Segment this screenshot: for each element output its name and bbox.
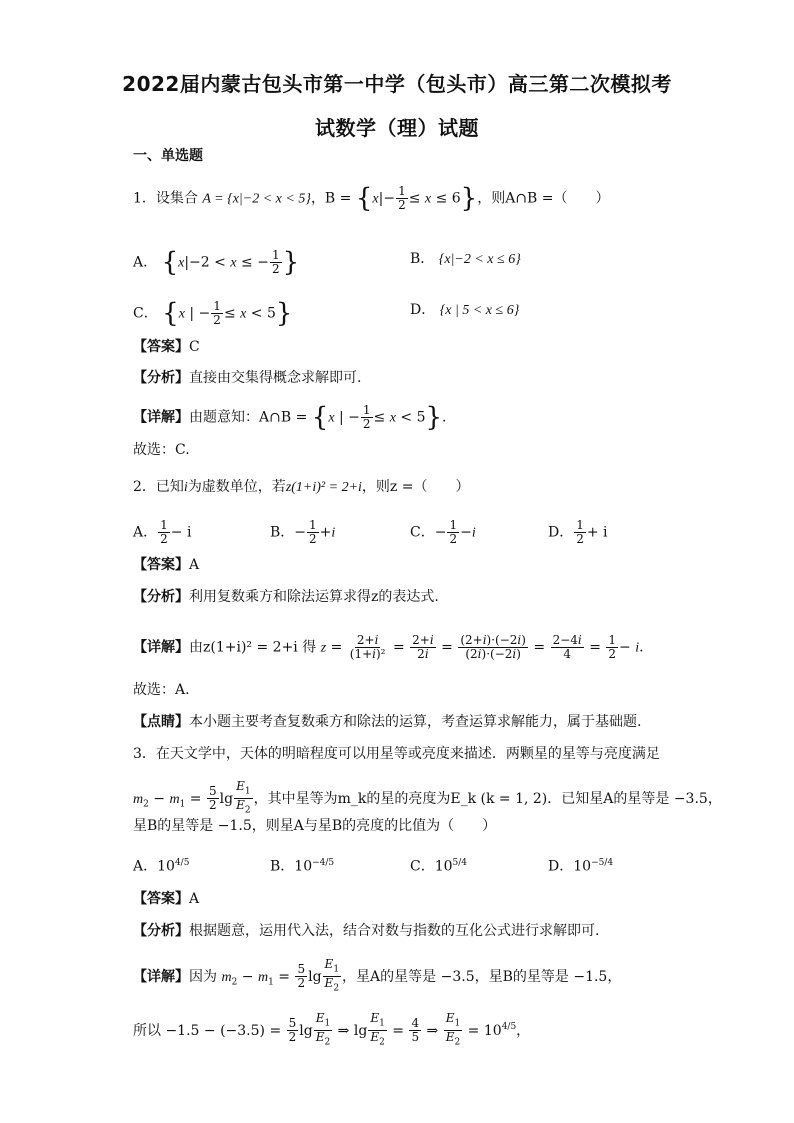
q3-option-d: D．$10^{-5/4}$ bbox=[548, 858, 614, 875]
q2-option-d: D． $\frac{1}{2}$ + i bbox=[548, 518, 608, 546]
q2-stem-i: i bbox=[183, 480, 188, 495]
q3-answer-tag: 【答案】 bbox=[133, 891, 189, 907]
q1-option-c: C． {x | − $\frac{1}{2}$ ≤ x < 5} bbox=[133, 298, 293, 329]
q3-stem-line3: 星B的星等是 −1.5，则星A与星B的亮度的比值为（ ） bbox=[133, 818, 497, 834]
doc-title-line2: 试数学（理）试题 bbox=[315, 116, 479, 140]
q2-analysis bbox=[133, 587, 439, 607]
q1-answer bbox=[133, 337, 200, 357]
q1-option-b-label: B． bbox=[410, 251, 435, 267]
q3-detail: 【详解】因为 $m_2 - m_1$ = $\frac{5}{2}$ lg $\frac{E_1}{E_2}$ ，星A的星等是 −3.5，星B的星等是 −1.5， bbox=[133, 957, 622, 994]
q1-detail: 【详解】由题意知：A∩B = {x | − $\frac{1}{2}$ ≤ x < 5}. bbox=[133, 402, 447, 433]
q1-answer-tag: 【答案】 bbox=[133, 339, 189, 355]
q3-option-a: A．$10^{4/5}$ bbox=[133, 858, 190, 875]
q2-option-d-label: D． bbox=[548, 524, 574, 541]
q3-last-prefix: 所以 −1.5 − (−3.5) = bbox=[133, 1022, 282, 1039]
q1-detail-prefix: 由题意知：A∩B = bbox=[189, 409, 308, 426]
q1-analysis-text: 直接由交集得概念求解即可. bbox=[189, 370, 362, 386]
q2-stem-mid: 为虚数单位，若 bbox=[187, 479, 286, 495]
q2-detail: 【详解】由z(1+i)² = 2+i 得 z = $\frac{2+i}{\text{(1+i)²}}$ = $\frac{2+i}{2i}$ = $\frac{(2+i)\cdot(-2i)}{(2i)\cdot(-2i)}$ = $\frac{2-4i}{4}$ = $\frac{1}{2}$ − i. bbox=[133, 633, 644, 661]
q2-stem-eq: z(1+i)² = 2+i bbox=[285, 480, 362, 495]
q3-option-a-label: A． bbox=[133, 858, 158, 875]
q3-stem-line2: $m_2 - m_1$ = $\frac{5}{2}$ lg $\frac{E_1}{E_2}$ ，其中星等为m_k的星的亮度为E_k (k = 1, 2)．已知星A的星等是 −3.5， bbox=[133, 779, 722, 816]
q2-detail-tag: 【详解】 bbox=[133, 639, 189, 656]
doc-title-line1: 2022届内蒙古包头市第一中学（包头市）高三第二次模拟考 bbox=[122, 72, 672, 96]
q2-option-b-label: B． bbox=[270, 524, 295, 541]
q2-stem bbox=[133, 477, 469, 498]
q1-option-b-text: {x|−2 < x ≤ 6} bbox=[438, 252, 521, 267]
q3-analysis-text: 根据题意，运用代入法，结合对数与指数的互化公式进行求解即可. bbox=[189, 923, 600, 939]
q3-detail-tag: 【详解】 bbox=[133, 968, 189, 985]
q1-option-d bbox=[410, 300, 519, 321]
q1-option-a: A． {x|−2 < x ≤ − $\frac{1}{2}$ } bbox=[133, 247, 300, 278]
q2-option-c-label: C． bbox=[410, 524, 435, 541]
section-heading: 一、单选题 bbox=[133, 148, 203, 164]
q2-remark bbox=[133, 712, 641, 732]
q1-option-d-label: D． bbox=[410, 302, 436, 318]
q3-analysis-tag: 【分析】 bbox=[133, 923, 189, 939]
q3-stem-line2-mid: ，其中星等为m_k的星的亮度为E_k (k = 1, 2)．已知星A的星等是 −3.5， bbox=[253, 790, 722, 807]
q2-analysis-text: 利用复数乘方和除法运算求得z的表达式. bbox=[189, 589, 439, 605]
q2-analysis-tag: 【分析】 bbox=[133, 589, 189, 605]
q3-option-b: B．$10^{-4/5}$ bbox=[270, 858, 335, 875]
q3-detail-last: 所以 −1.5 − (−3.5) = $\frac{5}{2}$ lg $\frac{E_1}{E_2}$ ⇒ lg $\frac{E_1}{E_2}$ = $\frac{4}{5}$ ⇒ $\frac{E_1}{E_2}$ = $10^{4/5}$， bbox=[133, 1011, 531, 1048]
q1-option-d-text: {x | 5 < x ≤ 6} bbox=[439, 303, 520, 318]
q3-option-c-label: C． bbox=[410, 858, 435, 875]
q3-answer bbox=[133, 889, 199, 909]
q3-detail-prefix: 因为 bbox=[189, 968, 217, 985]
q1-option-a-label: A． bbox=[133, 254, 158, 271]
q2-option-a-label: A． bbox=[133, 524, 158, 541]
q2-stem-suffix: ，则z =（ ） bbox=[361, 479, 470, 495]
q1-detail-tag: 【详解】 bbox=[133, 409, 189, 426]
q2-answer-value: A bbox=[189, 557, 200, 573]
q1-set-b-prefix: ，B = bbox=[310, 190, 352, 207]
q2-stem-prefix: 2．已知 bbox=[133, 479, 184, 495]
q2-answer-tag: 【答案】 bbox=[133, 557, 189, 573]
q2-answer bbox=[133, 555, 199, 575]
q3-analysis bbox=[133, 921, 599, 941]
q1-option-c-label: C． bbox=[133, 305, 158, 322]
q3-stem-line1: 3．在天文学中，天体的明暗程度可以用星等或亮度来描述．两颗星的星等与亮度满足 bbox=[133, 746, 660, 762]
q2-end: 故选：A. bbox=[133, 682, 190, 698]
q1-answer-value: C bbox=[189, 339, 200, 355]
q3-option-c: C．$10^{5/4}$ bbox=[410, 858, 468, 875]
q3-option-b-label: B． bbox=[270, 858, 295, 875]
q1-analysis-tag: 【分析】 bbox=[133, 370, 189, 386]
q1-stem-suffix: ，则A∩B =（ ） bbox=[477, 190, 610, 207]
q3-option-d-label: D． bbox=[548, 858, 574, 875]
q2-option-c: C．− $\frac{1}{2}$ −i bbox=[410, 518, 476, 546]
q3-answer-value: A bbox=[189, 891, 200, 907]
q2-option-b: B．− $\frac{1}{2}$ +i bbox=[270, 518, 336, 546]
q1-set-a: A = {x|−2 < x < 5} bbox=[202, 191, 311, 207]
q1-stem: 1．设集合 A = {x|−2 < x < 5}，B = {x|− $\frac{1}{2}$ ≤ x ≤ 6}，则A∩B =（ ） bbox=[133, 183, 610, 214]
q2-remark-tag: 【点睛】 bbox=[133, 714, 189, 730]
q1-stem-prefix: 1．设集合 bbox=[133, 190, 198, 207]
q3-detail-suffix: ，星A的星等是 −3.5，星B的星等是 −1.5， bbox=[342, 968, 622, 985]
q1-end: 故选：C. bbox=[133, 442, 190, 458]
q1-analysis bbox=[133, 368, 361, 388]
q2-detail-prefix: 由z(1+i)² = 2+i 得 bbox=[189, 639, 317, 656]
q2-option-a: A． $\frac{1}{2}$ − i bbox=[133, 518, 192, 546]
q2-remark-text: 本小题主要考查复数乘方和除法的运算，考查运算求解能力，属于基础题. bbox=[189, 714, 642, 730]
q1-option-b bbox=[410, 249, 521, 270]
